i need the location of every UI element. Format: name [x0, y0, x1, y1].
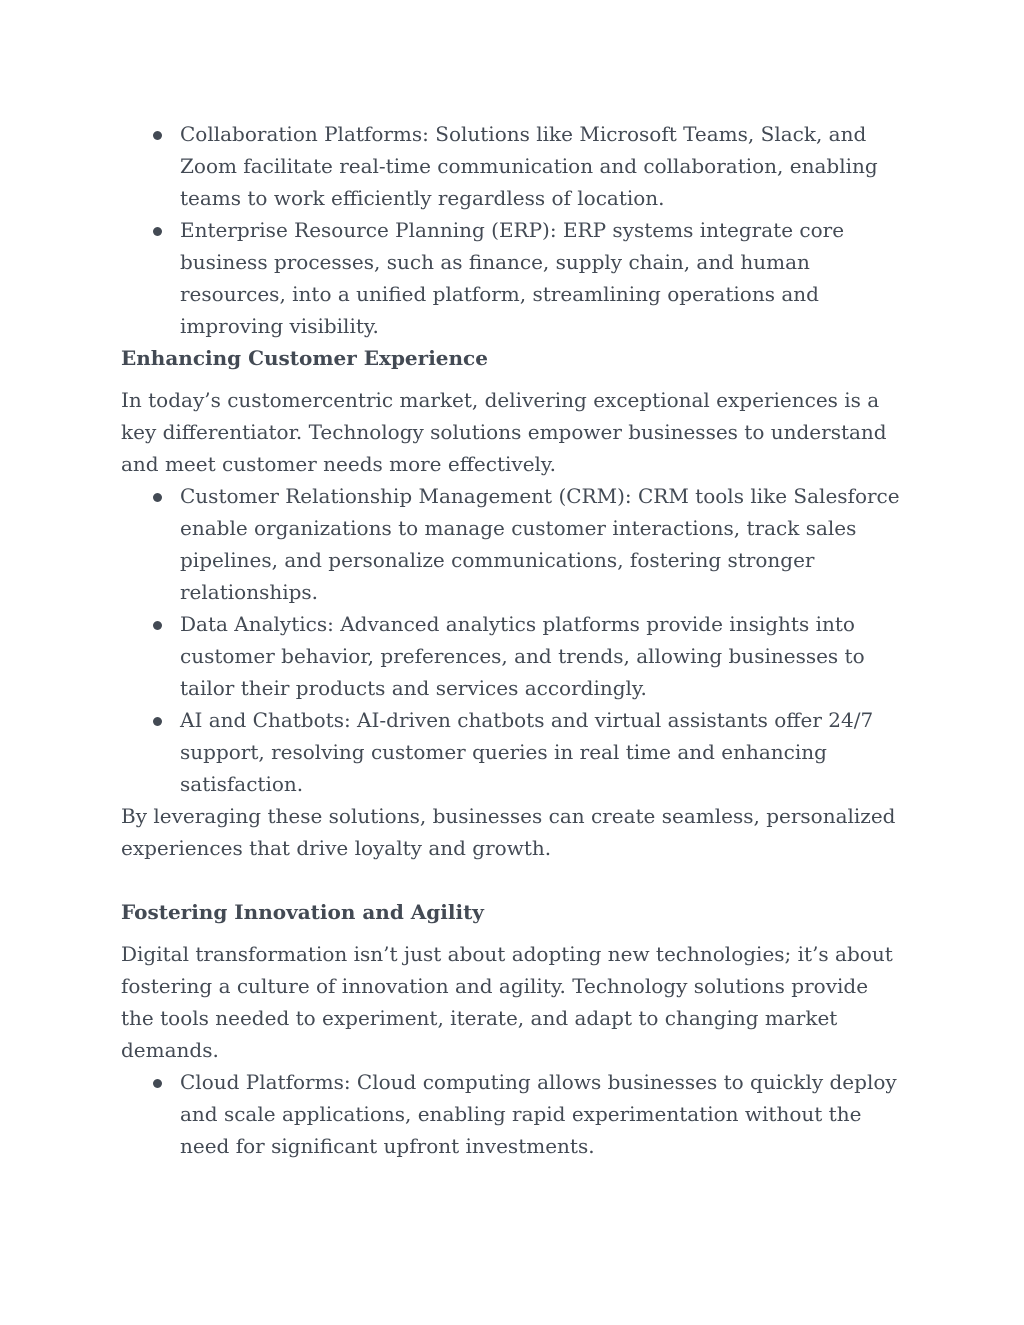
section-outro: By leveraging these solutions, businesses can create seamless, personalized experiences that drive loyalty and growth.: [121, 804, 896, 860]
list-item-text: Customer Relationship Management (CRM): CRM tools like Salesforce enable organizations to manage customer interactions, track sales pipelines, and personalize communications, fostering stronger relationships.: [180, 484, 900, 604]
list-item: [121, 1066, 901, 1162]
list-item-text: AI and Chatbots: AI-driven chatbots and virtual assistants offer 24/7 support, resolving customer queries in real time and enhancing satisfaction.: [180, 708, 874, 796]
list-item-text: Collaboration Platforms: Solutions like Microsoft Teams, Slack, and Zoom facilitate real-time communication and collaboration, enabling teams to work efficiently regardless of location.: [180, 122, 878, 210]
bullet-list-top: [121, 118, 901, 342]
bullet-icon: [153, 227, 162, 236]
list-item: [121, 704, 901, 800]
section-heading: Enhancing Customer Experience: [121, 346, 488, 370]
bullet-list-customer: [121, 480, 901, 800]
document-page: [121, 118, 901, 1162]
bullet-icon: [153, 621, 162, 630]
list-item: [121, 480, 901, 608]
bullet-list-innovation: [121, 1066, 901, 1162]
bullet-icon: [153, 1079, 162, 1088]
list-item: [121, 214, 901, 342]
bullet-icon: [153, 131, 162, 140]
section-heading: Fostering Innovation and Agility: [121, 900, 484, 924]
list-item-text: Data Analytics: Advanced analytics platforms provide insights into customer behavior, preferences, and trends, allowing businesses to tailor their products and services accordingly.: [180, 612, 865, 700]
list-item-text: Enterprise Resource Planning (ERP): ERP systems integrate core business processes, such as finance, supply chain, and human resources, into a unified platform, streamlining operations and improving visibility.: [180, 218, 845, 338]
section-intro: Digital transformation isn’t just about adopting new technologies; it’s about fostering a culture of innovation and agility. Technology solutions provide the tools needed to experiment, iterate, and adapt to changing market demands.: [121, 942, 893, 1062]
bullet-icon: [153, 717, 162, 726]
list-item-text: Cloud Platforms: Cloud computing allows businesses to quickly deploy and scale applications, enabling rapid experimentation without the need for significant upfront investments.: [180, 1070, 897, 1158]
list-item: [121, 608, 901, 704]
bullet-icon: [153, 493, 162, 502]
section-intro: In today’s customercentric market, delivering exceptional experiences is a key differentiator. Technology solutions empower businesses to understand and meet customer needs more effectively.: [121, 388, 887, 476]
list-item: [121, 118, 901, 214]
